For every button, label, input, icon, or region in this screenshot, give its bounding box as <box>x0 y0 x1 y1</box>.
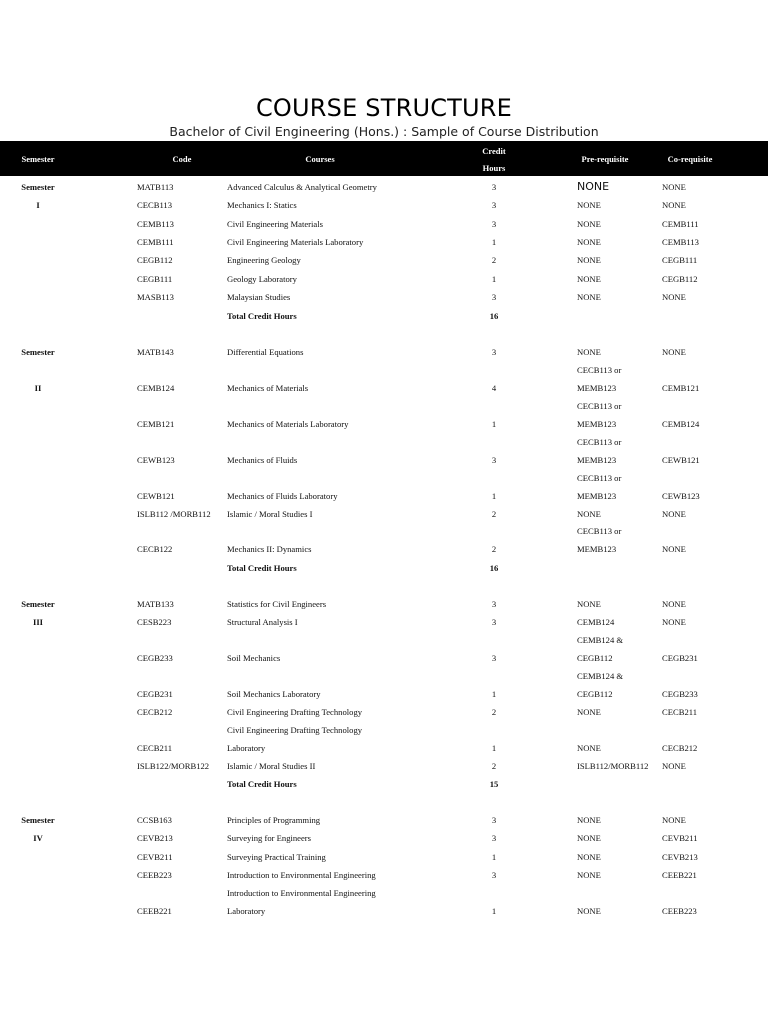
corequisite: NONE <box>662 200 686 210</box>
credit-hours: 3 <box>491 347 497 357</box>
total-credit-hours-label: Total Credit Hours <box>227 311 297 321</box>
prerequisite: NONE <box>577 274 601 284</box>
course-name: Surveying Practical Training <box>227 852 326 862</box>
course-name: Mechanics of Fluids Laboratory <box>227 491 338 501</box>
course-code: CEMB124 <box>137 383 175 393</box>
prerequisite: CEGB112 <box>577 689 613 699</box>
prerequisite: ISLB112/MORB112 <box>577 761 649 771</box>
prerequisite: CEMB124 <box>577 617 615 627</box>
corequisite: NONE <box>662 347 686 357</box>
semester-cell: III <box>32 617 44 627</box>
prerequisite: CEMB124 & <box>577 671 624 681</box>
prerequisite: NONE <box>577 833 601 843</box>
corequisite: NONE <box>662 599 686 609</box>
course-code: CEMB111 <box>137 237 174 247</box>
course-name: Differential Equations <box>227 347 304 357</box>
course-code: MASB113 <box>137 292 174 302</box>
course-name: Mechanics I: Statics <box>227 200 297 210</box>
prerequisite: NONE <box>577 255 601 265</box>
credit-hours: 2 <box>491 544 497 554</box>
prerequisite: NONE <box>577 599 601 609</box>
prerequisite: MEMB123 <box>577 455 617 465</box>
course-name: Malaysian Studies <box>227 292 291 302</box>
credit-hours: 3 <box>491 292 497 302</box>
total-credit-hours-label: Total Credit Hours <box>227 779 297 789</box>
course-name: Mechanics of Materials Laboratory <box>227 419 349 429</box>
course-name: Introduction to Environmental Engineering <box>227 888 376 898</box>
prerequisite: NONE <box>577 870 601 880</box>
course-name: Geology Laboratory <box>227 274 297 284</box>
corequisite: CEGB231 <box>662 653 698 663</box>
total-credit-hours-label: Total Credit Hours <box>227 563 297 573</box>
prerequisite: NONE <box>577 707 601 717</box>
semester-cell: Semester <box>21 347 55 357</box>
credit-hours: 3 <box>491 870 497 880</box>
course-name: Mechanics II: Dynamics <box>227 544 312 554</box>
corequisite: NONE <box>662 292 686 302</box>
course-name: Structural Analysis I <box>227 617 298 627</box>
course-name: Islamic / Moral Studies I <box>227 509 313 519</box>
course-code: CECB212 <box>137 707 173 717</box>
course-code: CEWB123 <box>137 455 175 465</box>
course-code: CEEB223 <box>137 870 172 880</box>
credit-hours: 2 <box>491 761 497 771</box>
prerequisite: NONE <box>577 509 601 519</box>
corequisite: NONE <box>662 617 686 627</box>
course-name: Laboratory <box>227 906 266 916</box>
prerequisite: CECB113 or <box>577 473 622 483</box>
course-name: Soil Mechanics <box>227 653 281 663</box>
prerequisite: NONE <box>577 743 601 753</box>
corequisite: CEVB211 <box>662 833 698 843</box>
credit-hours: 1 <box>491 419 497 429</box>
course-name: Laboratory <box>227 743 266 753</box>
course-code: CEGB231 <box>137 689 173 699</box>
course-name: Advanced Calculus & Analytical Geometry <box>227 182 377 192</box>
course-code: MATB133 <box>137 599 174 609</box>
corequisite: NONE <box>662 509 686 519</box>
prerequisite: CEMB124 & <box>577 635 624 645</box>
course-code: MATB143 <box>137 347 174 357</box>
credit-hours: 2 <box>491 707 497 717</box>
corequisite: CEVB213 <box>662 852 698 862</box>
course-name: Mechanics of Fluids <box>227 455 298 465</box>
course-code: CEGB112 <box>137 255 173 265</box>
semester-cell: Semester <box>21 182 55 192</box>
prerequisite: NONE <box>577 852 601 862</box>
course-code: MATB113 <box>137 182 174 192</box>
prerequisite: CECB113 or <box>577 365 622 375</box>
credit-hours: 3 <box>491 182 497 192</box>
credit-hours: 1 <box>491 274 497 284</box>
course-name: Surveying for Engineers <box>227 833 312 843</box>
course-code: ISLB112 /MORB112 <box>137 509 211 519</box>
header-courses: Courses <box>305 154 335 164</box>
credit-hours: 2 <box>491 509 497 519</box>
prerequisite: MEMB123 <box>577 383 617 393</box>
credit-hours: 16 <box>489 563 499 573</box>
credit-hours: 1 <box>491 491 497 501</box>
corequisite: CEWB123 <box>662 491 700 501</box>
corequisite: CEGB233 <box>662 689 698 699</box>
semester-cell: IV <box>33 833 43 843</box>
prerequisite: MEMB123 <box>577 544 617 554</box>
prerequisite: NONE <box>577 292 601 302</box>
credit-hours: 3 <box>491 815 497 825</box>
credit-hours: 3 <box>491 455 497 465</box>
course-code: CEEB221 <box>137 906 172 916</box>
prerequisite: CECB113 or <box>577 437 622 447</box>
course-code: CEMB113 <box>137 219 174 229</box>
prerequisite: NONE <box>577 815 601 825</box>
credit-hours: 3 <box>491 219 497 229</box>
credit-hours: 1 <box>491 689 497 699</box>
credit-hours: 3 <box>491 653 497 663</box>
course-code: CEMB121 <box>137 419 175 429</box>
header-code: Code <box>172 154 192 164</box>
corequisite: NONE <box>662 182 686 192</box>
credit-hours: 1 <box>491 852 497 862</box>
corequisite: CEMB121 <box>662 383 700 393</box>
course-name: Engineering Geology <box>227 255 301 265</box>
credit-hours: 2 <box>491 255 497 265</box>
header-corequisite: Co-requisite <box>667 154 713 164</box>
course-code: CECB122 <box>137 544 173 554</box>
course-name: Civil Engineering Drafting Technology <box>227 725 363 735</box>
course-code: CCSB163 <box>137 815 172 825</box>
corequisite: CEEB223 <box>662 906 697 916</box>
corequisite: CEMB124 <box>662 419 700 429</box>
course-name: Islamic / Moral Studies II <box>227 761 316 771</box>
credit-hours: 4 <box>491 383 497 393</box>
semester-cell: Semester <box>21 815 55 825</box>
course-code: CEGB233 <box>137 653 173 663</box>
corequisite: CEEB221 <box>662 870 697 880</box>
corequisite: CEWB121 <box>662 455 700 465</box>
corequisite: CEMB111 <box>662 219 699 229</box>
corequisite: NONE <box>662 761 686 771</box>
header-credit: Credit <box>482 146 506 156</box>
header-hours: Hours <box>482 163 506 173</box>
course-name: Introduction to Environmental Engineering <box>227 870 376 880</box>
credit-hours: 16 <box>489 311 499 321</box>
course-name: Mechanics of Materials <box>227 383 309 393</box>
prerequisite: MEMB123 <box>577 491 617 501</box>
credit-hours: 1 <box>491 906 497 916</box>
course-name: Civil Engineering Materials <box>227 219 323 229</box>
credit-hours: 3 <box>491 200 497 210</box>
prerequisite: NONE <box>577 347 601 357</box>
prerequisite: MEMB123 <box>577 419 617 429</box>
course-name: Soil Mechanics Laboratory <box>227 689 321 699</box>
course-code: CEWB121 <box>137 491 175 501</box>
course-code: CEVB213 <box>137 833 173 843</box>
credit-hours: 1 <box>491 743 497 753</box>
course-name: Principles of Programming <box>227 815 321 825</box>
credit-hours: 3 <box>491 833 497 843</box>
corequisite: CEGB112 <box>662 274 698 284</box>
header-prerequisite: Pre-requisite <box>581 154 629 164</box>
corequisite: CECB211 <box>662 707 698 717</box>
credit-hours: 3 <box>491 599 497 609</box>
course-code: CEVB211 <box>137 852 173 862</box>
prerequisite: NONE <box>577 906 601 916</box>
corequisite: NONE <box>662 544 686 554</box>
corequisite: NONE <box>662 815 686 825</box>
semester-cell: I <box>36 200 40 210</box>
header-semester: Semester <box>21 154 55 164</box>
semester-cell: II <box>34 383 42 393</box>
course-code: CESB223 <box>137 617 172 627</box>
prerequisite: CECB113 or <box>577 401 622 411</box>
credit-hours: 15 <box>489 779 499 789</box>
prerequisite: NONE <box>577 180 610 193</box>
semester-cell: Semester <box>21 599 55 609</box>
course-code: CEGB111 <box>137 274 173 284</box>
prerequisite: NONE <box>577 219 601 229</box>
course-name: Civil Engineering Drafting Technology <box>227 707 363 717</box>
corequisite: CEGB111 <box>662 255 698 265</box>
prerequisite: CECB113 or <box>577 526 622 536</box>
page-subtitle: Bachelor of Civil Engineering (Hons.) : Sample of Course Distribution <box>169 124 599 139</box>
course-code: ISLB122/MORB122 <box>137 761 210 771</box>
prerequisite: NONE <box>577 200 601 210</box>
prerequisite: CEGB112 <box>577 653 613 663</box>
course-code: CECB211 <box>137 743 173 753</box>
credit-hours: 1 <box>491 237 497 247</box>
course-name: Civil Engineering Materials Laboratory <box>227 237 364 247</box>
course-code: CECB113 <box>137 200 173 210</box>
credit-hours: 3 <box>491 617 497 627</box>
corequisite: CECB212 <box>662 743 698 753</box>
corequisite: CEMB113 <box>662 237 699 247</box>
page-title: COURSE STRUCTURE <box>255 94 513 122</box>
table-header <box>0 141 768 176</box>
course-name: Statistics for Civil Engineers <box>227 599 327 609</box>
prerequisite: NONE <box>577 237 601 247</box>
